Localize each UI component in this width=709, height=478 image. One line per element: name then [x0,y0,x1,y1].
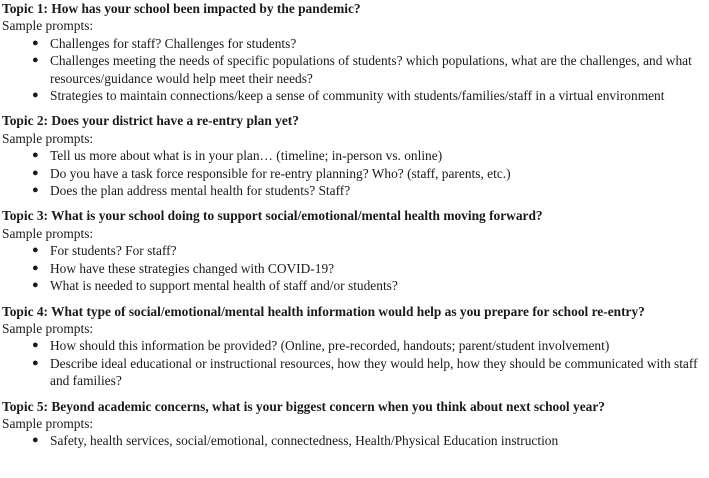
prompt-text: Safety, health services, social/emotional, connectedness, Health/Physical Education instruction [50,433,559,449]
prompt-list [2,242,705,294]
topic-3 [2,207,705,294]
list-item [2,35,705,52]
sample-prompts-label: Sample prompts: [2,130,94,146]
list-item [2,182,705,199]
prompt-text: Do you have a task force responsible for re-entry planning? Who? (staff, parents, etc.) [50,165,511,181]
sample-prompts-label: Sample prompts: [2,18,94,34]
topic-heading: Topic 2: Does your district have a re-entry plan yet? [2,113,299,129]
bullet-icon: ● [32,339,39,352]
prompt-text: Tell us more about what is in your plan… (timeline; in-person vs. online) [50,148,443,164]
topic-heading: Topic 5: Beyond academic concerns, what is your biggest concern when you think about next school year? [2,398,605,414]
bullet-icon: ● [32,54,39,67]
list-item [2,242,705,259]
bullet-icon: ● [32,36,39,49]
bullet-icon: ● [32,184,39,197]
prompt-list [2,35,705,105]
sample-prompts-label: Sample prompts: [2,225,94,241]
prompt-text: Challenges meeting the needs of specific populations of students? which populations, what are the challenges, and what resources/guidance would help meet their needs? [50,53,692,86]
sample-prompts-label: Sample prompts: [2,415,94,431]
prompt-text: How have these strategies changed with COVID-19? [50,260,335,276]
prompt-text: Strategies to maintain connections/keep a sense of community with students/families/staff in a virtual environment [50,88,665,104]
topic-2 [2,112,705,199]
topic-4 [2,303,705,390]
topic-1 [2,0,705,104]
prompt-text: Describe ideal educational or instructional resources, how they would help, how they should be communicated with staff and families? [50,355,698,389]
list-item [2,355,705,390]
list-item [2,260,705,277]
prompt-list [2,432,705,449]
prompt-text: Does the plan address mental health for students? Staff? [50,183,351,199]
list-item [2,87,705,104]
list-item [2,165,705,182]
prompt-list [2,147,705,199]
list-item [2,147,705,164]
topic-5 [2,398,705,450]
bullet-icon: ● [32,89,39,102]
list-item [2,337,705,354]
bullet-icon: ● [32,244,39,257]
prompt-text: What is needed to support mental health of staff and/or students? [50,278,398,294]
topic-heading: Topic 1: How has your school been impacted by the pandemic? [2,1,361,16]
bullet-icon: ● [32,279,39,292]
bullet-icon: ● [32,261,39,274]
list-item [2,432,705,449]
bullet-icon: ● [32,434,39,447]
sample-prompts-label: Sample prompts: [2,320,94,336]
topic-heading: Topic 4: What type of social/emotional/mental health information would help as you prepare for school re-entry? [2,303,645,319]
bullet-icon: ● [32,166,39,179]
prompt-list [2,337,705,389]
list-item [2,277,705,294]
prompt-text: For students? For staff? [50,243,177,259]
prompt-text: Challenges for staff? Challenges for students? [50,35,297,51]
list-item [2,52,705,87]
prompt-text: How should this information be provided? (Online, pre-recorded, handouts; parent/student involvement) [50,338,610,354]
bullet-icon: ● [32,149,39,162]
topic-heading: Topic 3: What is your school doing to support social/emotional/mental health moving forward? [2,208,543,224]
bullet-icon: ● [32,356,39,369]
